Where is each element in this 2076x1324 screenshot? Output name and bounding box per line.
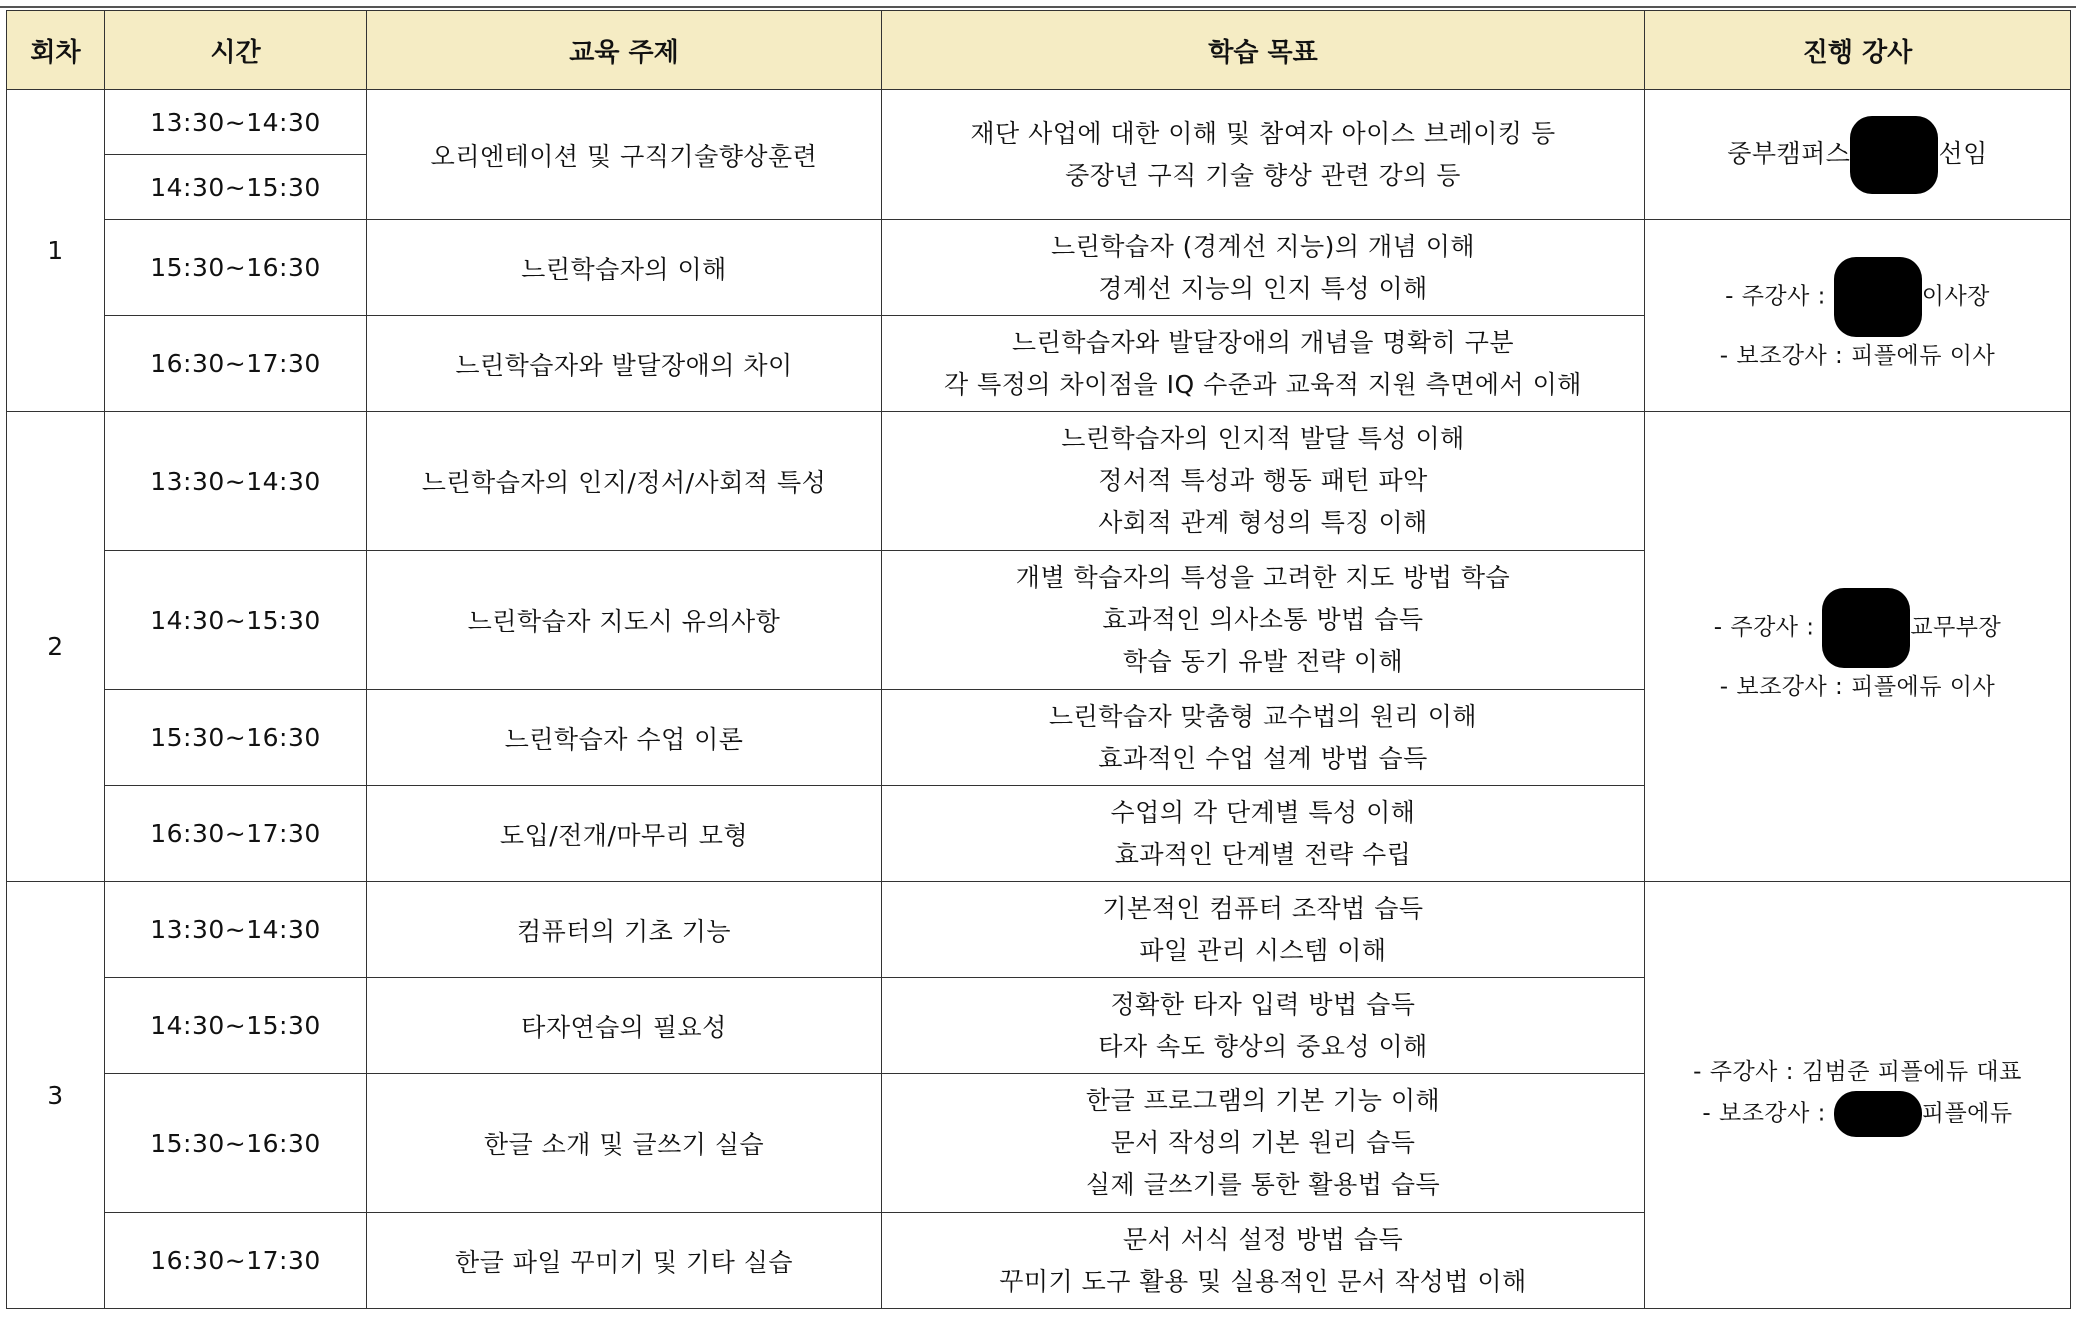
goal-line: 느린학습자 맞춤형 교수법의 원리 이해 [1048,701,1478,731]
instructor-cell [1645,90,2071,220]
goal-line: 느린학습자 (경계선 지능)의 개념 이해 [1050,231,1476,261]
topic-cell: 느린학습자와 발달장애의 차이 [367,316,882,412]
topic-cell: 한글 소개 및 글쓰기 실습 [367,1074,882,1213]
goal-cell [882,690,1645,786]
goal-line: 타자 속도 향상의 중요성 이해 [1098,1031,1428,1061]
goal-cell [882,90,1645,220]
goal-line: 정확한 타자 입력 방법 습득 [1110,989,1416,1019]
goal-cell [882,882,1645,978]
goal-line: 기본적인 컴퓨터 조작법 습득 [1102,893,1424,923]
time-cell: 14:30~15:30 [105,978,367,1074]
assistant-instructor-line: - 보조강사 : 피플에듀 이사 [1719,342,1996,369]
instructor-cell [1645,412,2071,882]
goal-line: 효과적인 의사소통 방법 습득 [1102,605,1424,634]
instructor-title: 선임 [1938,138,1988,168]
goal-cell [882,1213,1645,1309]
goal-cell [882,316,1645,412]
goal-cell [882,1074,1645,1213]
time-cell: 15:30~16:30 [105,220,367,316]
header-goal: 학습 목표 [882,11,1645,90]
topic-cell: 느린학습자 수업 이론 [367,690,882,786]
table-row [7,220,2071,316]
instructor-affiliation: 중부캠퍼스 [1727,138,1851,168]
goal-cell [882,220,1645,316]
redacted-name [1850,116,1938,194]
instructor-cell [1645,882,2071,1309]
goal-line: 효과적인 단계별 전략 수립 [1114,839,1412,869]
schedule-table [6,10,2071,1309]
time-cell: 16:30~17:30 [105,316,367,412]
topic-cell: 타자연습의 필요성 [367,978,882,1074]
topic-cell: 컴퓨터의 기초 기능 [367,882,882,978]
session-number: 2 [7,412,105,882]
topic-cell: 느린학습자의 인지/정서/사회적 특성 [367,412,882,551]
main-instructor-line: - 주강사 : 이사장 [1645,257,2070,337]
topic-cell: 느린학습자 지도시 유의사항 [367,551,882,690]
topic-cell: 오리엔테이션 및 구직기술향상훈련 [367,90,882,220]
header-time: 시간 [105,11,367,90]
table-row [7,882,2071,978]
session-number: 3 [7,882,105,1309]
goal-line: 파일 관리 시스템 이해 [1139,935,1387,965]
goal-line: 정서적 특성과 행동 패턴 파악 [1098,466,1428,495]
top-rule [0,0,2076,8]
goal-line: 실제 글쓰기를 통한 활용법 습득 [1085,1170,1441,1199]
table-row [7,90,2071,155]
time-cell: 15:30~16:30 [105,1074,367,1213]
goal-cell [882,551,1645,690]
goal-line: 효과적인 수업 설계 방법 습득 [1098,743,1428,773]
goal-line: 꾸미기 도구 활용 및 실용적인 문서 작성법 이해 [999,1266,1527,1296]
topic-cell: 도입/전개/마무리 모형 [367,786,882,882]
goal-line: 문서 작성의 기본 원리 습득 [1110,1128,1416,1157]
goal-cell [882,978,1645,1074]
goal-cell [882,412,1645,551]
time-cell: 13:30~14:30 [105,882,367,978]
time-cell: 14:30~15:30 [105,155,367,220]
redacted-name [1822,588,1910,668]
assistant-instructor-line: - 보조강사 : 피플에듀 이사 [1719,673,1996,700]
table-row [7,412,2071,551]
goal-line: 느린학습자와 발달장애의 개념을 명확히 구분 [1011,327,1515,357]
goal-line: 각 특정의 차이점을 IQ 수준과 교육적 지원 측면에서 이해 [944,369,1582,399]
session-number: 1 [7,90,105,412]
header-row [7,11,2071,90]
topic-cell: 한글 파일 꾸미기 및 기타 실습 [367,1213,882,1309]
time-cell: 13:30~14:30 [105,90,367,155]
redacted-name [1834,257,1922,337]
goal-line: 수업의 각 단계별 특성 이해 [1110,797,1416,827]
assistant-instructor-line: - 보조강사 : 피플에듀 [1645,1091,2070,1137]
topic-cell: 느린학습자의 이해 [367,220,882,316]
time-cell: 13:30~14:30 [105,412,367,551]
header-instructor: 진행 강사 [1645,11,2071,90]
goal-line: 재단 사업에 대한 이해 및 참여자 아이스 브레이킹 등 [970,118,1556,148]
instructor-cell [1645,220,2071,412]
goal-cell [882,786,1645,882]
main-instructor-line: - 주강사 : 김범준 피플에듀 대표 [1693,1059,2022,1085]
header-topic: 교육 주제 [367,11,882,90]
header-session: 회차 [7,11,105,90]
time-cell: 15:30~16:30 [105,690,367,786]
redacted-name [1834,1091,1922,1137]
goal-line: 경계선 지능의 인지 특성 이해 [1098,273,1428,303]
goal-line: 사회적 관계 형성의 특징 이해 [1098,508,1428,537]
goal-line: 문서 서식 설정 방법 습득 [1122,1224,1404,1254]
goal-line: 개별 학습자의 특성을 고려한 지도 방법 학습 [1015,563,1511,592]
time-cell: 16:30~17:30 [105,786,367,882]
goal-line: 느린학습자의 인지적 발달 특성 이해 [1061,424,1465,453]
time-cell: 16:30~17:30 [105,1213,367,1309]
main-instructor-line: - 주강사 : 교무부장 [1645,588,2070,668]
goal-line: 한글 프로그램의 기본 기능 이해 [1085,1086,1441,1115]
goal-line: 중장년 구직 기술 향상 관련 강의 등 [1065,160,1461,190]
goal-line: 학습 동기 유발 전략 이해 [1122,647,1404,676]
time-cell: 14:30~15:30 [105,551,367,690]
